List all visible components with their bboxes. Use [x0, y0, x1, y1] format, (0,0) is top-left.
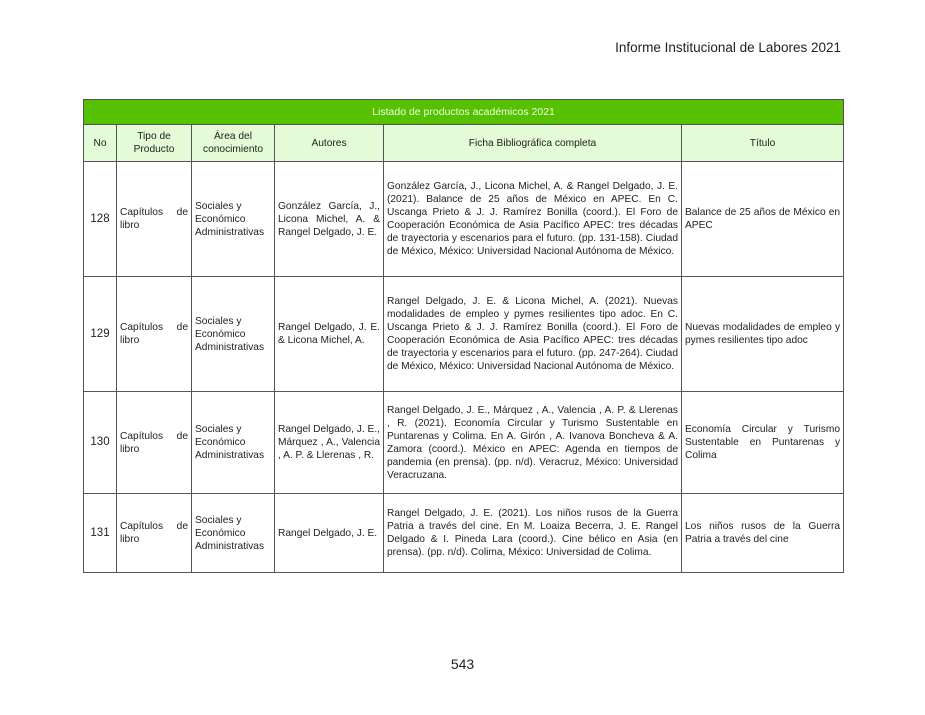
- cell-tipo: Capítulos de libro: [117, 277, 192, 392]
- cell-no: 131: [84, 494, 117, 573]
- table-title-row: [84, 100, 844, 125]
- cell-ficha: González García, J., Licona Michel, A. & Rangel Delgado, J. E. (2021). Balance de 25 años de México en APEC. En C. Uscanga Prieto & J. J. Ramírez Bonilla (coord.). El Foro de Cooperación Económica de Asia Pacífico APEC: tres décadas de trayectoria y escenarios para el futuro. (pp. 131-158). Ciudad de México, México: Universidad Nacional Autónoma de México.: [384, 162, 682, 277]
- column-header-ficha: Ficha Bibliográfica completa: [384, 125, 682, 162]
- cell-titulo: Los niños rusos de la Guerra Patria a través del cine: [682, 494, 844, 573]
- academic-products-table: [83, 99, 844, 573]
- column-header-titulo: Título: [682, 125, 844, 162]
- cell-autores: Rangel Delgado, J. E. & Licona Michel, A.: [275, 277, 384, 392]
- cell-titulo: Economía Circular y Turismo Sustentable en Puntarenas y Colima: [682, 392, 844, 494]
- column-header-tipo: Tipo de Producto: [117, 125, 192, 162]
- page-number: 543: [450, 656, 475, 672]
- cell-titulo: Balance de 25 años de México en APEC: [682, 162, 844, 277]
- table-row: [84, 494, 844, 573]
- cell-area: Sociales y Económico Administrativas: [192, 277, 275, 392]
- cell-ficha: Rangel Delgado, J. E., Márquez , A., Valencia , A. P. & Llerenas , R. (2021). Economía Circular y Turismo Sustentable en Puntarenas y Colima. En A. Girón , A. Ivanova Boncheva & A. Zamora (coord.). México en APEC: Agenda en tiempos de pandemia (en prensa). (pp. n/d). Veracruz, México: Universidad Veracruzana.: [384, 392, 682, 494]
- table-title: Listado de productos académicos 2021: [84, 100, 844, 125]
- table-row: [84, 392, 844, 494]
- cell-ficha: Rangel Delgado, J. E. & Licona Michel, A. (2021). Nuevas modalidades de empleo y pymes resilientes tipo adoc. En C. Uscanga Prieto & J. J. Ramírez Bonilla (coord.). El Foro de Cooperación Económica de Asia Pacífico APEC: tres décadas de trayectoria y escenarios para el futuro. (pp. 247-264). Ciudad de México, México: Universidad Nacional Autónoma de México.: [384, 277, 682, 392]
- cell-area: Sociales y Económico Administrativas: [192, 392, 275, 494]
- cell-tipo: Capítulos de libro: [117, 162, 192, 277]
- running-header: Informe Institucional de Labores 2021: [615, 40, 841, 55]
- cell-autores: González García, J., Licona Michel, A. & Rangel Delgado, J. E.: [275, 162, 384, 277]
- table-row: [84, 162, 844, 277]
- column-header-autores: Autores: [275, 125, 384, 162]
- cell-tipo: Capítulos de libro: [117, 392, 192, 494]
- column-header-area: Área del conocimiento: [192, 125, 275, 162]
- column-header-no: No: [84, 125, 117, 162]
- table-header-row: [84, 125, 844, 162]
- cell-tipo: Capítulos de libro: [117, 494, 192, 573]
- cell-titulo: Nuevas modalidades de empleo y pymes resilientes tipo adoc: [682, 277, 844, 392]
- cell-no: 129: [84, 277, 117, 392]
- cell-autores: Rangel Delgado, J. E.: [275, 494, 384, 573]
- cell-ficha: Rangel Delgado, J. E. (2021). Los niños rusos de la Guerra Patria a través del cine. En M. Loaiza Becerra, J. E. Rangel Delgado & I. Pineda Lara (coord.). Cine bélico en Asia (en prensa). (pp. n/d). Colima, México: Universidad de Colima.: [384, 494, 682, 573]
- cell-area: Sociales y Económico Administrativas: [192, 494, 275, 573]
- table-row: [84, 277, 844, 392]
- cell-no: 128: [84, 162, 117, 277]
- cell-area: Sociales y Económico Administrativas: [192, 162, 275, 277]
- cell-autores: Rangel Delgado, J. E., Márquez , A., Valencia , A. P. & Llerenas , R.: [275, 392, 384, 494]
- cell-no: 130: [84, 392, 117, 494]
